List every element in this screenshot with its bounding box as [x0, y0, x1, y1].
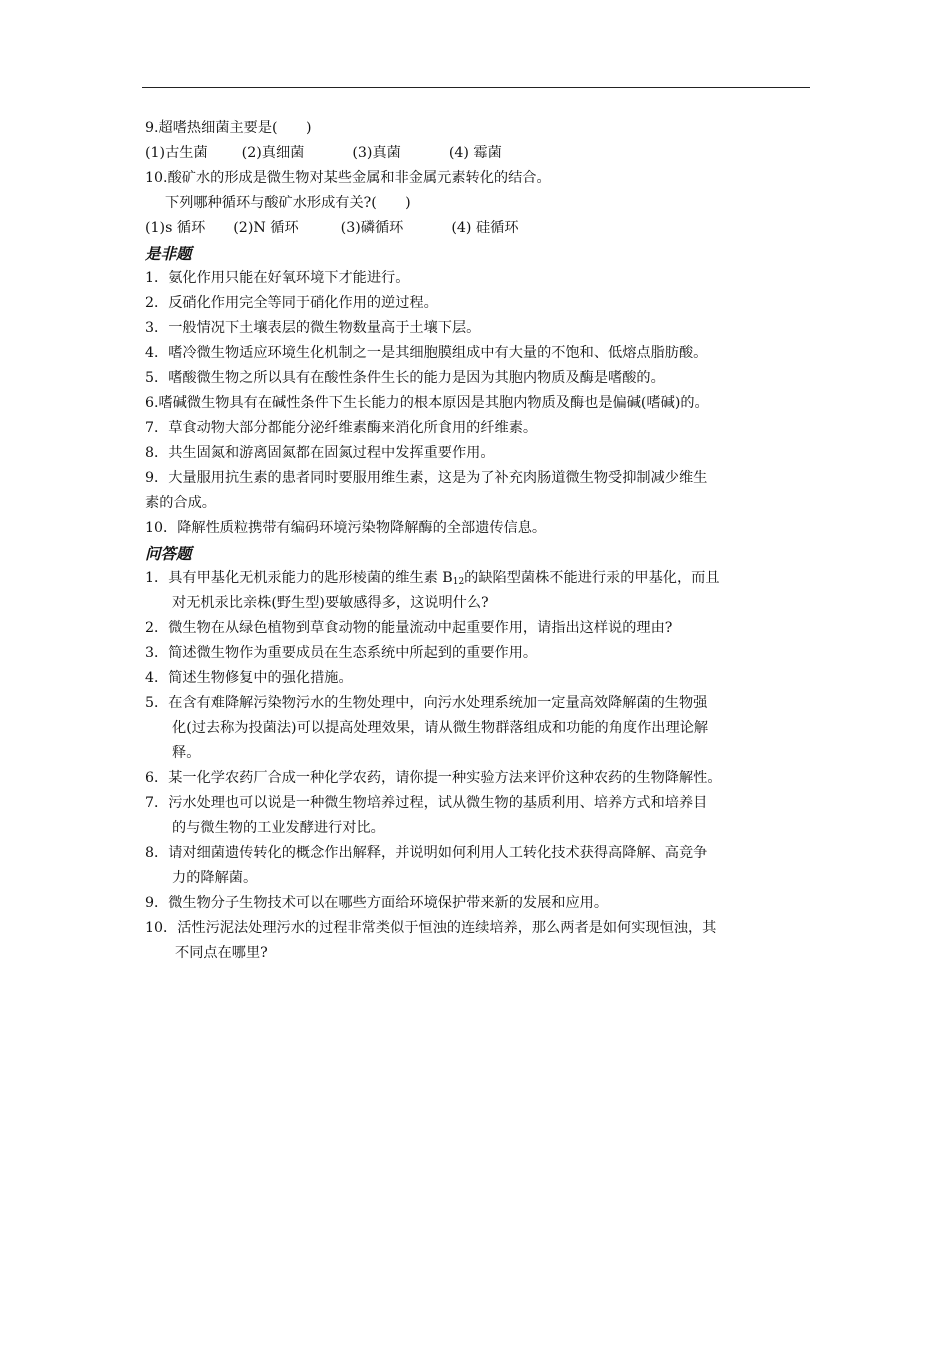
tf-item: 8．共生固氮和游离固氮都在固氮过程中发挥重要作用。	[145, 445, 495, 461]
option-1: (1)古生菌	[145, 145, 208, 161]
tf-item: 1．氨化作用只能在好氧环境下才能进行。	[145, 270, 410, 286]
subscript-12: 12	[452, 577, 465, 587]
qa-item-1-post: 的缺陷型菌株不能进行汞的甲基化，而且	[464, 570, 720, 586]
tf-item: 4．嗜冷微生物适应环境生化机制之一是其细胞膜组成中有大量的不饱和、低熔点脂肪酸。	[145, 345, 708, 361]
qa-item-2: 2．微生物在从绿色植物到草食动物的能量流动中起重要作用，请指出这样说的理由?	[145, 620, 673, 636]
option-2: (2)N 循环	[233, 220, 299, 236]
mc-question-9: 9.超嗜热细菌主要是( )	[145, 120, 312, 136]
mc-question-10-options	[145, 216, 810, 241]
qa-item-3: 3．简述微生物作为重要成员在生态系统中所起到的重要作用。	[145, 645, 538, 661]
tf-item: 3．一般情况下土壤表层的微生物数量高于土壤下层。	[145, 320, 481, 336]
qa-item-10: 10．活性污泥法处理污水的过程非常类似于恒浊的连续培养，那么两者是如何实现恒浊，其	[145, 920, 717, 936]
tf-item-10: 10．降解性质粒携带有编码环境污染物降解酶的全部遗传信息。	[145, 520, 547, 536]
qa-item-9: 9．微生物分子生物技术可以在哪些方面给环境保护带来新的发展和应用。	[145, 895, 609, 911]
option-4: (4) 硅循环	[451, 220, 519, 236]
header-rule	[142, 87, 810, 88]
option-4: (4) 霉菌	[448, 145, 502, 161]
qa-item-8-cont: 力的降解菌。	[172, 870, 258, 886]
tf-item: 2．反硝化作用完全等同于硝化作用的逆过程。	[145, 295, 438, 311]
mc-question-10-cont: 下列哪种循环与酸矿水形成有关?( )	[165, 195, 411, 211]
tf-item: 7．草食动物大部分都能分泌纤维素酶来消化所食用的纤维素。	[145, 420, 538, 436]
tf-item-9-cont: 素的合成。	[145, 495, 216, 511]
qa-item-1-pre: 1．具有甲基化无机汞能力的匙形棱菌的维生素 B	[145, 570, 453, 586]
qa-item-5-cont: 化(过去称为投菌法)可以提高处理效果，请从微生物群落组成和功能的角度作出理论解	[172, 720, 709, 736]
qa-item-1	[145, 566, 810, 591]
tf-item: 6.嗜碱微生物具有在碱性条件下生长能力的根本原因是其胞内物质及酶也是偏碱(嗜碱)的。	[145, 395, 709, 411]
option-2: (2)真细菌	[241, 145, 305, 161]
qa-item-10-cont: 不同点在哪里?	[175, 945, 268, 961]
qa-item-8: 8．请对细菌遗传转化的概念作出解释，并说明如何利用人工转化技术获得高降解、高竞争	[145, 845, 708, 861]
tf-item-9: 9．大量服用抗生素的患者同时要服用维生素，这是为了补充肉肠道微生物受抑制减少维生	[145, 470, 708, 486]
option-1: (1)s 循环	[145, 220, 206, 236]
option-3: (3)真菌	[352, 145, 401, 161]
tf-item: 5．嗜酸微生物之所以具有在酸性条件生长的能力是因为其胞内物质及酶是嗜酸的。	[145, 370, 665, 386]
qa-item-7-cont: 的与微生物的工业发酵进行对比。	[172, 820, 385, 836]
qa-item-1-cont: 对无机汞比亲株(野生型)要敏感得多，这说明什么?	[172, 595, 489, 611]
qa-item-4: 4．简述生物修复中的强化措施。	[145, 670, 353, 686]
mc-question-9-options	[145, 141, 810, 166]
option-3: (3)磷循环	[340, 220, 404, 236]
qa-item-5-cont: 释。	[172, 745, 201, 761]
qa-item-7: 7．污水处理也可以说是一种微生物培养过程，试从微生物的基质利用、培养方式和培养目	[145, 795, 708, 811]
qa-item-6: 6．某一化学农药厂合成一种化学农药，请你提一种实验方法来评价这种农药的生物降解性。	[145, 770, 722, 786]
true-false-heading: 是非题	[145, 244, 192, 263]
qa-heading: 问答题	[145, 544, 192, 563]
document-body	[145, 116, 810, 966]
qa-item-5: 5．在含有难降解污染物污水的生物处理中，向污水处理系统加一定量高效降解菌的生物强	[145, 695, 708, 711]
mc-question-10: 10.酸矿水的形成是微生物对某些金属和非金属元素转化的结合。	[145, 170, 551, 186]
